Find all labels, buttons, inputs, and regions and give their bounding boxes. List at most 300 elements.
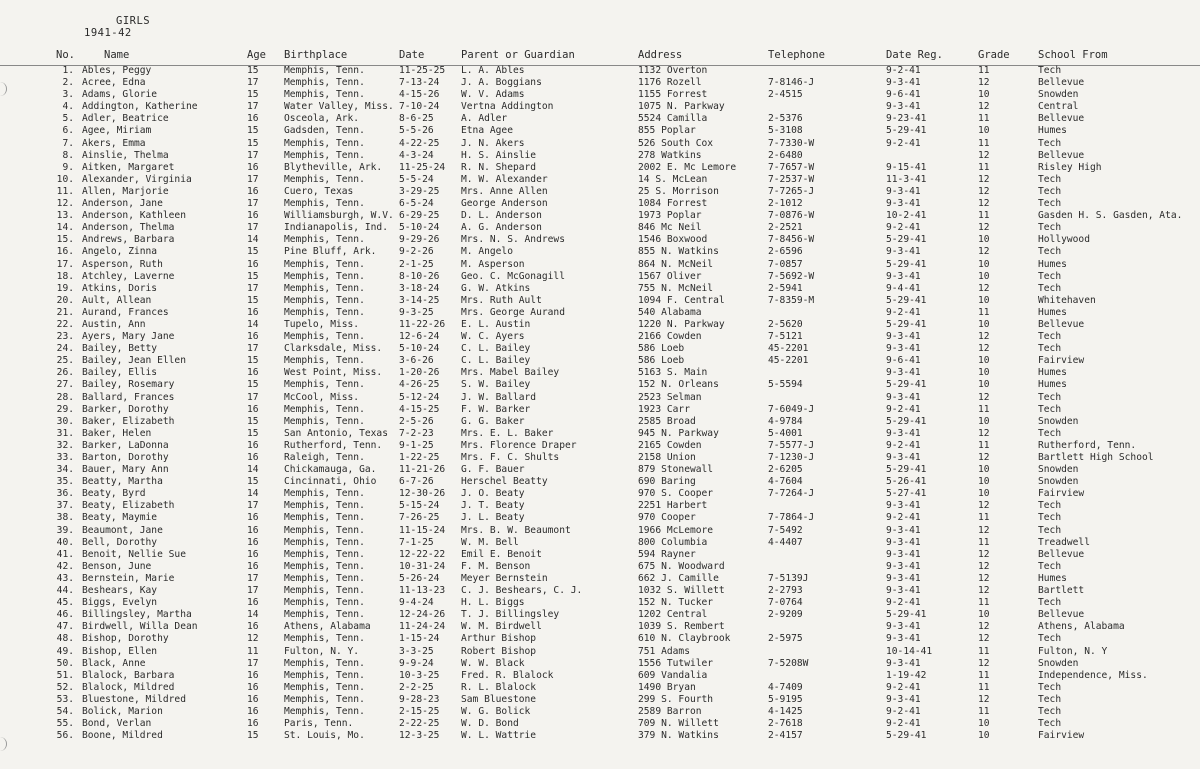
record-no: 42. — [56, 560, 74, 572]
student-age: 15 — [247, 89, 259, 101]
record-no: 31. — [56, 427, 74, 439]
grade: 10 — [978, 318, 990, 330]
date-registered: 9-2-41 — [886, 439, 921, 451]
grade: 12 — [978, 621, 990, 633]
address: 1202 Central — [638, 609, 708, 621]
parent-guardian: F. W. Barker — [461, 403, 531, 415]
record-row — [0, 77, 1200, 89]
birthplace: San Antonio, Texas — [284, 427, 388, 439]
record-row — [0, 404, 1200, 416]
date-registered: 11-3-41 — [886, 173, 927, 185]
parent-guardian: F. M. Benson — [461, 560, 531, 572]
student-name: Bauer, Mary Ann — [82, 464, 169, 476]
birthplace: Raleigh, Tenn. — [284, 452, 365, 463]
student-age: 15 — [247, 294, 259, 306]
address: 662 J. Camille — [638, 572, 719, 584]
date-registered: 5-29-41 — [886, 318, 927, 330]
grade: 11 — [978, 137, 990, 149]
birth-date: 11-21-26 — [399, 464, 446, 476]
address: 5524 Camilla — [638, 113, 708, 125]
birthplace: Blytheville, Ark. — [284, 161, 383, 173]
student-age: 17 — [247, 198, 259, 210]
column-header-name: Name — [104, 49, 130, 61]
parent-guardian: H. S. Ainslie — [461, 149, 537, 161]
birth-date: 5-5-26 — [399, 125, 434, 137]
birthplace: Water Valley, Miss. — [284, 101, 394, 113]
student-age: 17 — [247, 173, 259, 185]
student-name: Bailey, Jean Ellen — [82, 355, 186, 367]
student-name: Adler, Beatrice — [82, 113, 169, 125]
birth-date: 4-22-25 — [399, 137, 440, 149]
address: 1075 N. Parkway — [638, 101, 725, 113]
student-name: Bolick, Marion — [82, 705, 163, 717]
address: 1923 Carr — [638, 403, 690, 415]
address: 2589 Barron — [638, 705, 702, 717]
parent-guardian: W. M. Bell — [461, 536, 519, 548]
date-registered: 9-15-41 — [886, 161, 927, 173]
parent-guardian: G. G. Baker — [461, 415, 525, 427]
parent-guardian: R. L. Blalock — [461, 681, 537, 693]
telephone: 7-5577-J — [768, 439, 815, 451]
student-age: 17 — [247, 282, 259, 294]
student-name: Bernstein, Marie — [82, 572, 175, 584]
record-no: 1. — [62, 65, 74, 76]
address: 855 N. Watkins — [638, 246, 719, 258]
date-registered: 5-29-41 — [886, 125, 927, 137]
address: 1546 Boxwood — [638, 234, 708, 246]
student-age: 15 — [247, 65, 259, 76]
birth-date: 4-26-25 — [399, 379, 440, 391]
grade: 11 — [978, 705, 990, 717]
telephone: 5-5594 — [768, 379, 803, 391]
student-age: 16 — [247, 669, 259, 681]
record-row — [0, 549, 1200, 561]
date-registered: 9-3-41 — [886, 500, 921, 512]
telephone: 4-1425 — [768, 705, 803, 717]
address: 278 Watkins — [638, 149, 702, 161]
birthplace: Memphis, Tenn. — [284, 294, 365, 306]
record-row — [0, 561, 1200, 573]
record-row — [0, 210, 1200, 222]
grade: 12 — [978, 101, 990, 113]
telephone: 7-7265-J — [768, 185, 815, 197]
date-registered: 9-6-41 — [886, 89, 921, 101]
birth-date: 9-29-26 — [399, 234, 440, 246]
grade: 12 — [978, 524, 990, 536]
birthplace: Rutherford, Tenn. — [284, 439, 383, 451]
address: 675 N. Woodward — [638, 560, 725, 572]
record-no: 49. — [56, 645, 74, 657]
student-age: 14 — [247, 464, 259, 476]
record-no: 54. — [56, 705, 74, 717]
student-name: Barker, Dorothy — [82, 403, 169, 415]
parent-guardian: J. W. Ballard — [461, 391, 537, 403]
grade: 12 — [978, 560, 990, 572]
birth-date: 12-22-22 — [399, 548, 446, 560]
grade: 11 — [978, 512, 990, 524]
record-row — [0, 621, 1200, 633]
date-registered: 5-29-41 — [886, 415, 927, 427]
student-age: 16 — [247, 597, 259, 609]
birthplace: Cincinnati, Ohio — [284, 476, 377, 488]
grade: 11 — [978, 210, 990, 222]
school-from: Rutherford, Tenn. — [1038, 439, 1137, 451]
record-no: 50. — [56, 657, 74, 669]
student-name: Bailey, Rosemary — [82, 379, 175, 391]
school-from: Bellevue — [1038, 548, 1085, 560]
parent-guardian: Mrs. F. C. Shults — [461, 452, 560, 463]
birth-date: 1-20-26 — [399, 367, 440, 379]
student-age: 15 — [247, 125, 259, 137]
record-row — [0, 500, 1200, 512]
student-age: 17 — [247, 391, 259, 403]
birth-date: 5-10-24 — [399, 343, 440, 355]
parent-guardian: J. L. Beaty — [461, 512, 525, 524]
record-no: 41. — [56, 548, 74, 560]
grade: 12 — [978, 343, 990, 355]
birthplace: Paris, Tenn. — [284, 718, 354, 730]
birth-date: 6-7-26 — [399, 476, 434, 488]
address: 1176 Rozell — [638, 77, 702, 89]
address: 1973 Poplar — [638, 210, 702, 222]
record-no: 51. — [56, 669, 74, 681]
grade: 10 — [978, 609, 990, 621]
date-registered: 9-3-41 — [886, 367, 921, 379]
birthplace: Memphis, Tenn. — [284, 657, 365, 669]
birthplace: Memphis, Tenn. — [284, 149, 365, 161]
parent-guardian: J. A. Boggians — [461, 77, 542, 89]
student-name: Anderson, Jane — [82, 198, 163, 210]
grade: 12 — [978, 427, 990, 439]
grade: 11 — [978, 65, 990, 76]
birthplace: Memphis, Tenn. — [284, 65, 365, 76]
school-from: Tech — [1038, 427, 1062, 439]
grade: 12 — [978, 185, 990, 197]
birth-date: 5-10-24 — [399, 222, 440, 234]
record-row — [0, 162, 1200, 174]
student-name: Ballard, Frances — [82, 391, 175, 403]
date-registered: 9-3-41 — [886, 621, 921, 633]
telephone: 2-9209 — [768, 609, 803, 621]
telephone: 2-7618 — [768, 718, 803, 730]
student-age: 15 — [247, 415, 259, 427]
record-no: 14. — [56, 222, 74, 234]
grade: 11 — [978, 681, 990, 693]
school-from: Tech — [1038, 137, 1062, 149]
birthplace: Memphis, Tenn. — [284, 198, 365, 210]
school-from: Tech — [1038, 282, 1062, 294]
school-from: Bellevue — [1038, 113, 1085, 125]
date-registered: 9-3-41 — [886, 524, 921, 536]
school-from: Tech — [1038, 222, 1062, 234]
birthplace: Memphis, Tenn. — [284, 536, 365, 548]
parent-guardian: S. W. Bailey — [461, 379, 531, 391]
birthplace: Chickamauga, Ga. — [284, 464, 377, 476]
grade: 12 — [978, 693, 990, 705]
date-registered: 10-14-41 — [886, 645, 933, 657]
birth-date: 4-15-26 — [399, 89, 440, 101]
grade: 10 — [978, 476, 990, 488]
record-row — [0, 694, 1200, 706]
parent-guardian: J. O. Beaty — [461, 488, 525, 500]
birthplace: Memphis, Tenn. — [284, 258, 365, 270]
telephone: 2-2793 — [768, 585, 803, 597]
grade: 10 — [978, 379, 990, 391]
student-name: Barker, LaDonna — [82, 439, 169, 451]
telephone: 7-0764 — [768, 597, 803, 609]
birth-date: 10-31-24 — [399, 560, 446, 572]
telephone: 7-7264-J — [768, 488, 815, 500]
parent-guardian: Geo. C. McGonagill — [461, 270, 565, 282]
column-header-no: No. — [56, 49, 75, 61]
column-header-row — [0, 49, 1200, 66]
student-age: 16 — [247, 113, 259, 125]
grade: 12 — [978, 222, 990, 234]
school-from: Tech — [1038, 718, 1062, 730]
school-from: Tech — [1038, 173, 1062, 185]
parent-guardian: C. L. Bailey — [461, 355, 531, 367]
birthplace: Cuero, Texas — [284, 185, 354, 197]
parent-guardian: M. Asperson — [461, 258, 525, 270]
record-row — [0, 295, 1200, 307]
grade: 12 — [978, 149, 990, 161]
student-age: 15 — [247, 355, 259, 367]
birthplace: Memphis, Tenn. — [284, 270, 365, 282]
record-row — [0, 65, 1200, 77]
address: 526 South Cox — [638, 137, 714, 149]
date-registered: 9-3-41 — [886, 331, 921, 343]
birth-date: 7-13-24 — [399, 77, 440, 89]
birthplace: Pine Bluff, Ark. — [284, 246, 377, 258]
record-row — [0, 113, 1200, 125]
column-header-date: Date — [399, 49, 425, 61]
telephone: 4-4407 — [768, 536, 803, 548]
student-age: 16 — [247, 452, 259, 463]
school-from: Humes — [1038, 306, 1067, 318]
address: 540 Alabama — [638, 306, 702, 318]
birth-date: 2-5-26 — [399, 415, 434, 427]
birthplace: Memphis, Tenn. — [284, 500, 365, 512]
school-from: Tech — [1038, 693, 1062, 705]
record-no: 28. — [56, 391, 74, 403]
telephone: 7-1230-J — [768, 452, 815, 463]
telephone: 5-3108 — [768, 125, 803, 137]
student-age: 14 — [247, 234, 259, 246]
school-from: Gasden H. S. Gasden, Ata. — [1038, 210, 1183, 222]
student-name: Anderson, Thelma — [82, 222, 175, 234]
record-row — [0, 440, 1200, 452]
address: 2585 Broad — [638, 415, 696, 427]
student-age: 16 — [247, 536, 259, 548]
telephone: 2-6596 — [768, 246, 803, 258]
birth-date: 10-3-25 — [399, 669, 440, 681]
date-registered: 5-29-41 — [886, 464, 927, 476]
grade: 11 — [978, 536, 990, 548]
birthplace: Gadsden, Tenn. — [284, 125, 365, 137]
record-row — [0, 428, 1200, 440]
record-no: 35. — [56, 476, 74, 488]
telephone: 2-6480 — [768, 149, 803, 161]
date-registered: 9-2-41 — [886, 681, 921, 693]
record-no: 53. — [56, 693, 74, 705]
student-name: Aitken, Margaret — [82, 161, 175, 173]
telephone: 7-2537-W — [768, 173, 815, 185]
school-from: Whitehaven — [1038, 294, 1096, 306]
record-no: 2. — [62, 77, 74, 89]
column-header-parent: Parent or Guardian — [461, 49, 575, 61]
grade: 10 — [978, 367, 990, 379]
address: 152 N. Orleans — [638, 379, 719, 391]
school-from: Tech — [1038, 391, 1062, 403]
record-row — [0, 670, 1200, 682]
date-registered: 9-2-41 — [886, 137, 921, 149]
birth-date: 11-25-25 — [399, 65, 446, 76]
birth-date: 12-24-26 — [399, 609, 446, 621]
student-name: Ayers, Mary Jane — [82, 331, 175, 343]
grade: 11 — [978, 645, 990, 657]
telephone: 2-2521 — [768, 222, 803, 234]
address: 751 Adams — [638, 645, 690, 657]
school-from: Athens, Alabama — [1038, 621, 1125, 633]
student-name: Baker, Helen — [82, 427, 152, 439]
record-row — [0, 488, 1200, 500]
date-registered: 9-4-41 — [886, 282, 921, 294]
record-row — [0, 597, 1200, 609]
date-registered: 9-3-41 — [886, 548, 921, 560]
school-from: Bellevue — [1038, 77, 1085, 89]
telephone: 7-5692-W — [768, 270, 815, 282]
telephone: 4-7604 — [768, 476, 803, 488]
birth-date: 3-6-26 — [399, 355, 434, 367]
student-age: 16 — [247, 718, 259, 730]
student-age: 15 — [247, 427, 259, 439]
record-no: 8. — [62, 149, 74, 161]
student-age: 16 — [247, 548, 259, 560]
parent-guardian: W. L. Wattrie — [461, 730, 537, 742]
record-no: 18. — [56, 270, 74, 282]
date-registered: 5-29-41 — [886, 730, 927, 742]
parent-guardian: Mrs. B. W. Beaumont — [461, 524, 571, 536]
school-from: Bartlett — [1038, 585, 1085, 597]
grade: 10 — [978, 125, 990, 137]
record-row — [0, 658, 1200, 670]
school-from: Tech — [1038, 198, 1062, 210]
student-name: Adams, Glorie — [82, 89, 158, 101]
record-row — [0, 585, 1200, 597]
student-age: 16 — [247, 185, 259, 197]
parent-guardian: T. J. Billingsley — [461, 609, 560, 621]
record-no: 30. — [56, 415, 74, 427]
grade: 12 — [978, 500, 990, 512]
parent-guardian: A. Adler — [461, 113, 508, 125]
student-age: 17 — [247, 77, 259, 89]
student-age: 16 — [247, 367, 259, 379]
school-from: Tech — [1038, 705, 1062, 717]
birthplace: Osceola, Ark. — [284, 113, 360, 125]
grade: 11 — [978, 403, 990, 415]
record-row — [0, 367, 1200, 379]
record-row — [0, 609, 1200, 621]
birthplace: Memphis, Tenn. — [284, 669, 365, 681]
grade: 12 — [978, 77, 990, 89]
student-name: Ault, Allean — [82, 294, 152, 306]
birthplace: Memphis, Tenn. — [284, 572, 365, 584]
date-registered: 9-6-41 — [886, 355, 921, 367]
student-age: 16 — [247, 560, 259, 572]
student-age: 16 — [247, 681, 259, 693]
birth-date: 7-1-25 — [399, 536, 434, 548]
address: 586 Loeb — [638, 355, 685, 367]
address: 970 Cooper — [638, 512, 696, 524]
grade: 10 — [978, 718, 990, 730]
record-row — [0, 379, 1200, 391]
student-name: Austin, Ann — [82, 318, 146, 330]
student-age: 15 — [247, 270, 259, 282]
telephone: 2-4157 — [768, 730, 803, 742]
student-age: 17 — [247, 585, 259, 597]
school-from: Snowden — [1038, 657, 1079, 669]
telephone: 7-0876-W — [768, 210, 815, 222]
parent-guardian: W. V. Adams — [461, 89, 525, 101]
school-from: Bellevue — [1038, 318, 1085, 330]
student-age: 16 — [247, 512, 259, 524]
birth-date: 2-1-25 — [399, 258, 434, 270]
record-no: 7. — [62, 137, 74, 149]
column-header-telephone: Telephone — [768, 49, 825, 61]
record-row — [0, 246, 1200, 258]
school-from: Fairview — [1038, 355, 1085, 367]
record-row — [0, 525, 1200, 537]
date-registered: 9-2-41 — [886, 705, 921, 717]
record-no: 29. — [56, 403, 74, 415]
student-age: 15 — [247, 730, 259, 742]
parent-guardian: Robert Bishop — [461, 645, 537, 657]
grade: 10 — [978, 730, 990, 742]
parent-guardian: J. T. Beaty — [461, 500, 525, 512]
school-year: 1941-42 — [84, 27, 132, 39]
birth-date: 12-30-26 — [399, 488, 446, 500]
student-age: 17 — [247, 572, 259, 584]
record-no: 3. — [62, 89, 74, 101]
school-from: Snowden — [1038, 476, 1079, 488]
record-no: 6. — [62, 125, 74, 137]
student-name: Akers, Emma — [82, 137, 146, 149]
student-age: 16 — [247, 621, 259, 633]
parent-guardian: Etna Agee — [461, 125, 513, 137]
address: 2251 Harbert — [638, 500, 708, 512]
student-age: 15 — [247, 137, 259, 149]
birthplace: West Point, Miss. — [284, 367, 383, 379]
school-from: Treadwell — [1038, 536, 1090, 548]
birthplace: Athens, Alabama — [284, 621, 371, 633]
birth-date: 12-6-24 — [399, 331, 440, 343]
birth-date: 4-3-24 — [399, 149, 434, 161]
birth-date: 7-2-23 — [399, 427, 434, 439]
student-age: 16 — [247, 161, 259, 173]
date-registered: 9-3-41 — [886, 77, 921, 89]
record-no: 9. — [62, 161, 74, 173]
student-name: Benson, June — [82, 560, 152, 572]
birth-date: 3-29-25 — [399, 185, 440, 197]
address: 5163 S. Main — [638, 367, 708, 379]
address: 2166 Cowden — [638, 331, 702, 343]
date-registered: 9-2-41 — [886, 597, 921, 609]
birthplace: Memphis, Tenn. — [284, 609, 365, 621]
student-name: Black, Anne — [82, 657, 146, 669]
column-header-date-reg: Date Reg. — [886, 49, 943, 61]
address: 1039 S. Rembert — [638, 621, 725, 633]
student-name: Allen, Marjorie — [82, 185, 169, 197]
